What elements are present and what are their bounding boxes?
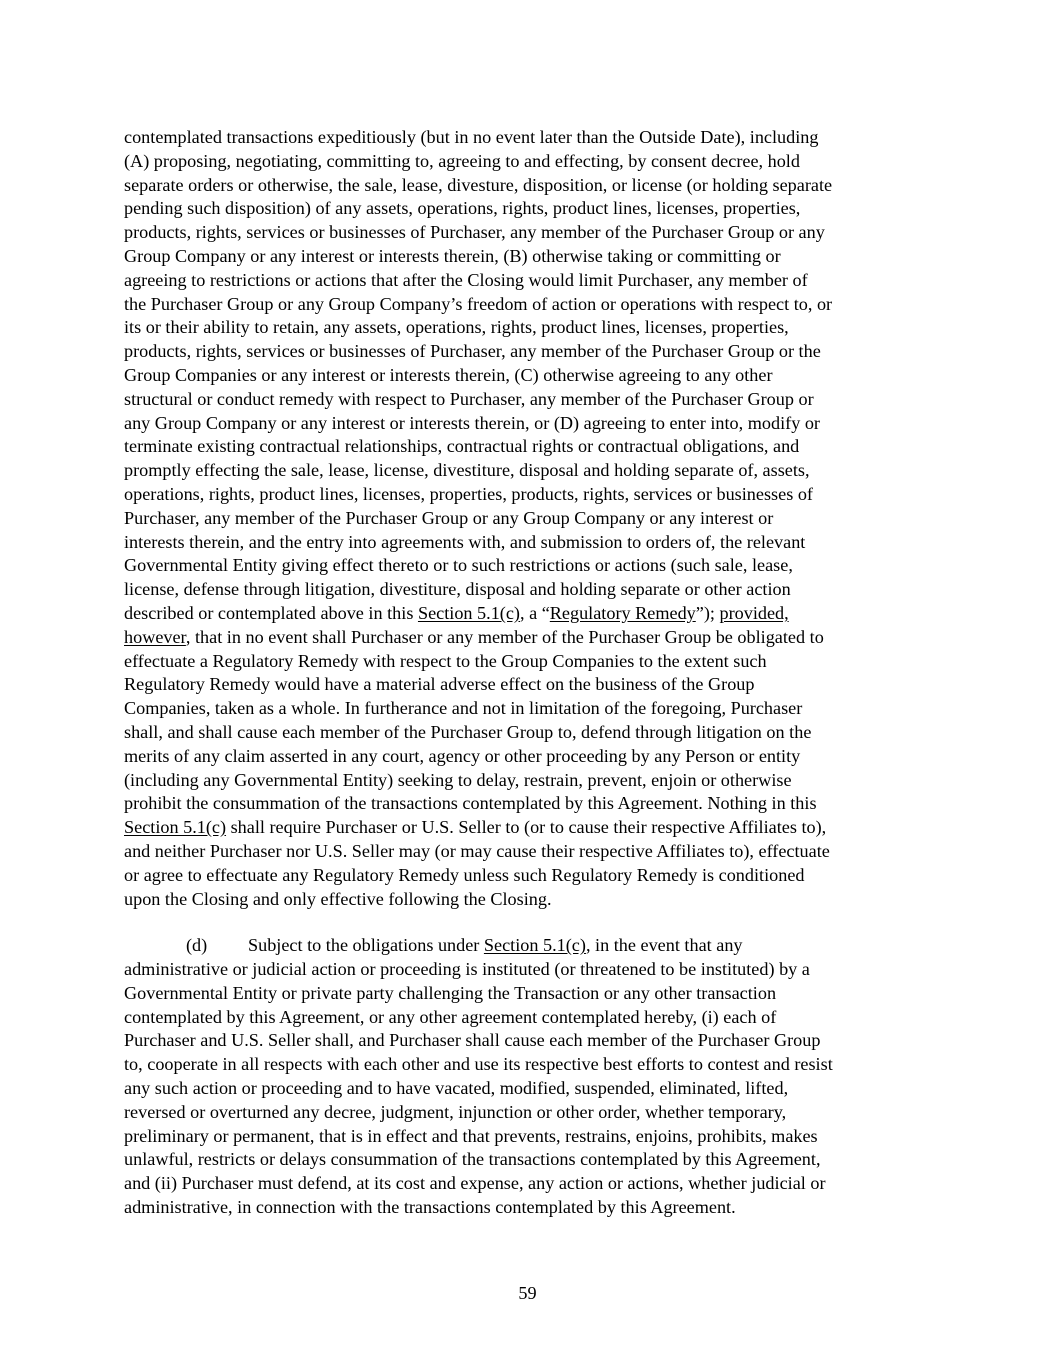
text-line: promptly effecting the sale, lease, license, divestiture, disposal and holding separate of, assets, [124, 460, 810, 481]
text-line: agreeing to restrictions or actions that after the Closing would limit Purchaser, any member of [124, 269, 808, 290]
proviso-term: however [124, 626, 186, 647]
text-line: merits of any claim asserted in any court, agency or other proceeding by any Person or entity [124, 745, 801, 766]
text-line: preliminary or permanent, that is in effect and that prevents, restrains, enjoins, prohibits, makes [124, 1125, 818, 1146]
paragraph-d [124, 934, 939, 1220]
text-run: , a “ [519, 602, 550, 623]
text-line: operations, rights, product lines, licenses, properties, products, rights, services or businesses of [124, 483, 813, 504]
text-run: , in the event that any [585, 935, 743, 956]
defined-term: Regulatory Remedy [549, 602, 696, 623]
text-line: pending such disposition) of any assets, operations, rights, product lines, licenses, properties, [124, 198, 801, 219]
text-line: and (ii) Purchaser must defend, at its cost and expense, any action or actions, whether judicial or [124, 1173, 826, 1194]
text-line: Purchaser and U.S. Seller shall, and Purchaser shall cause each member of the Purchaser Group [124, 1030, 821, 1051]
paragraph-label: (d) [186, 935, 208, 956]
text-line: any such action or proceeding and to have vacated, modified, suspended, eliminated, lifted, [124, 1078, 789, 1099]
paragraph-spacer [124, 911, 939, 934]
text-line: terminate existing contractual relationships, contractual rights or contractual obligations, and [124, 436, 800, 457]
text-line: shall, and shall cause each member of the Purchaser Group to, defend through litigation on the [124, 721, 812, 742]
text-line [124, 602, 939, 626]
text-line: administrative or judicial action or proceeding is instituted (or threatened to be instituted) by a [124, 959, 810, 980]
text-line [124, 626, 939, 650]
text-line: upon the Closing and only effective following the Closing. [124, 888, 552, 909]
text-line: products, rights, services or businesses of Purchaser, any member of the Purchaser Group or the [124, 341, 821, 362]
text-line: Group Company or any interest or interests therein, (B) otherwise taking or committing or [124, 245, 781, 266]
text-line: to, cooperate in all respects with each other and use its respective best efforts to contest and resist [124, 1054, 833, 1075]
text-line: products, rights, services or businesses of Purchaser, any member of the Purchaser Group or any [124, 222, 825, 243]
text-line: or agree to effectuate any Regulatory Remedy unless such Regulatory Remedy is conditioned [124, 864, 805, 885]
text-line: reversed or overturned any decree, judgment, injunction or other order, whether temporary, [124, 1101, 787, 1122]
text-line: structural or conduct remedy with respect to Purchaser, any member of the Purchaser Group or [124, 388, 814, 409]
text-line: (including any Governmental Entity) seeking to delay, restrain, prevent, enjoin or otherwise [124, 769, 792, 790]
text-line: administrative, in connection with the transactions contemplated by this Agreement. [124, 1197, 736, 1218]
text-line: (A) proposing, negotiating, committing to, agreeing to and effecting, by consent decree, hold [124, 150, 800, 171]
document-body [124, 126, 939, 1220]
page-number: 59 [518, 1283, 537, 1303]
text-line: Governmental Entity or private party challenging the Transaction or any other transaction [124, 982, 777, 1003]
text-line: its or their ability to retain, any assets, operations, rights, product lines, licenses, properties, [124, 317, 789, 338]
paragraph-c-continued [124, 126, 939, 911]
text-line: contemplated transactions expeditiously (but in no event later than the Outside Date), including [124, 127, 819, 147]
text-line: license, defense through litigation, divestiture, disposal and holding separate or other action [124, 579, 791, 600]
text-run: Subject to the obligations under [248, 935, 484, 956]
text-line: effectuate a Regulatory Remedy with respect to the Group Companies to the extent such [124, 650, 767, 671]
text-line: and neither Purchaser nor U.S. Seller may (or may cause their respective Affiliates to), effectuate [124, 840, 830, 861]
text-line: interests therein, and the entry into agreements with, and submission to orders of, the relevant [124, 531, 806, 552]
text-line: separate orders or otherwise, the sale, lease, divesture, disposition, or license (or holding separate [124, 174, 833, 195]
text-line: Companies, taken as a whole. In furtherance and not in limitation of the foregoing, Purchaser [124, 698, 803, 719]
text-run: shall require Purchaser or U.S. Seller to (or to cause their respective Affiliates to), [226, 817, 827, 838]
text-run: , that in no event shall Purchaser or any member of the Purchaser Group be obligated to [185, 626, 824, 647]
text-line: Governmental Entity giving effect thereto or to such restrictions or actions (such sale, lease, [124, 555, 793, 576]
text-line: Group Companies or any interest or interests therein, (C) otherwise agreeing to any other [124, 364, 773, 385]
section-reference: Section 5.1(c) [483, 935, 586, 956]
section-reference: Section 5.1(c) [417, 602, 520, 623]
text-line: Purchaser, any member of the Purchaser Group or any Group Company or any interest or [124, 507, 774, 528]
text-line: prohibit the consummation of the transactions contemplated by this Agreement. Nothing in this [124, 793, 817, 814]
text-run: described or contemplated above in this [124, 602, 418, 623]
text-line: any Group Company or any interest or interests therein, or (D) agreeing to enter into, modify or [124, 412, 820, 433]
text-line [124, 934, 939, 958]
text-line: unlawful, restricts or delays consummation of the transactions contemplated by this Agreement, [124, 1149, 821, 1170]
text-line: Regulatory Remedy would have a material adverse effect on the business of the Group [124, 674, 755, 695]
section-reference: Section 5.1(c) [124, 817, 227, 838]
proviso-term: provided, [719, 602, 789, 623]
text-run: ”); [695, 602, 720, 623]
text-line [124, 816, 939, 840]
text-line: the Purchaser Group or any Group Company’s freedom of action or operations with respect to, or [124, 293, 833, 314]
text-line: contemplated by this Agreement, or any other agreement contemplated hereby, (i) each of [124, 1006, 777, 1027]
